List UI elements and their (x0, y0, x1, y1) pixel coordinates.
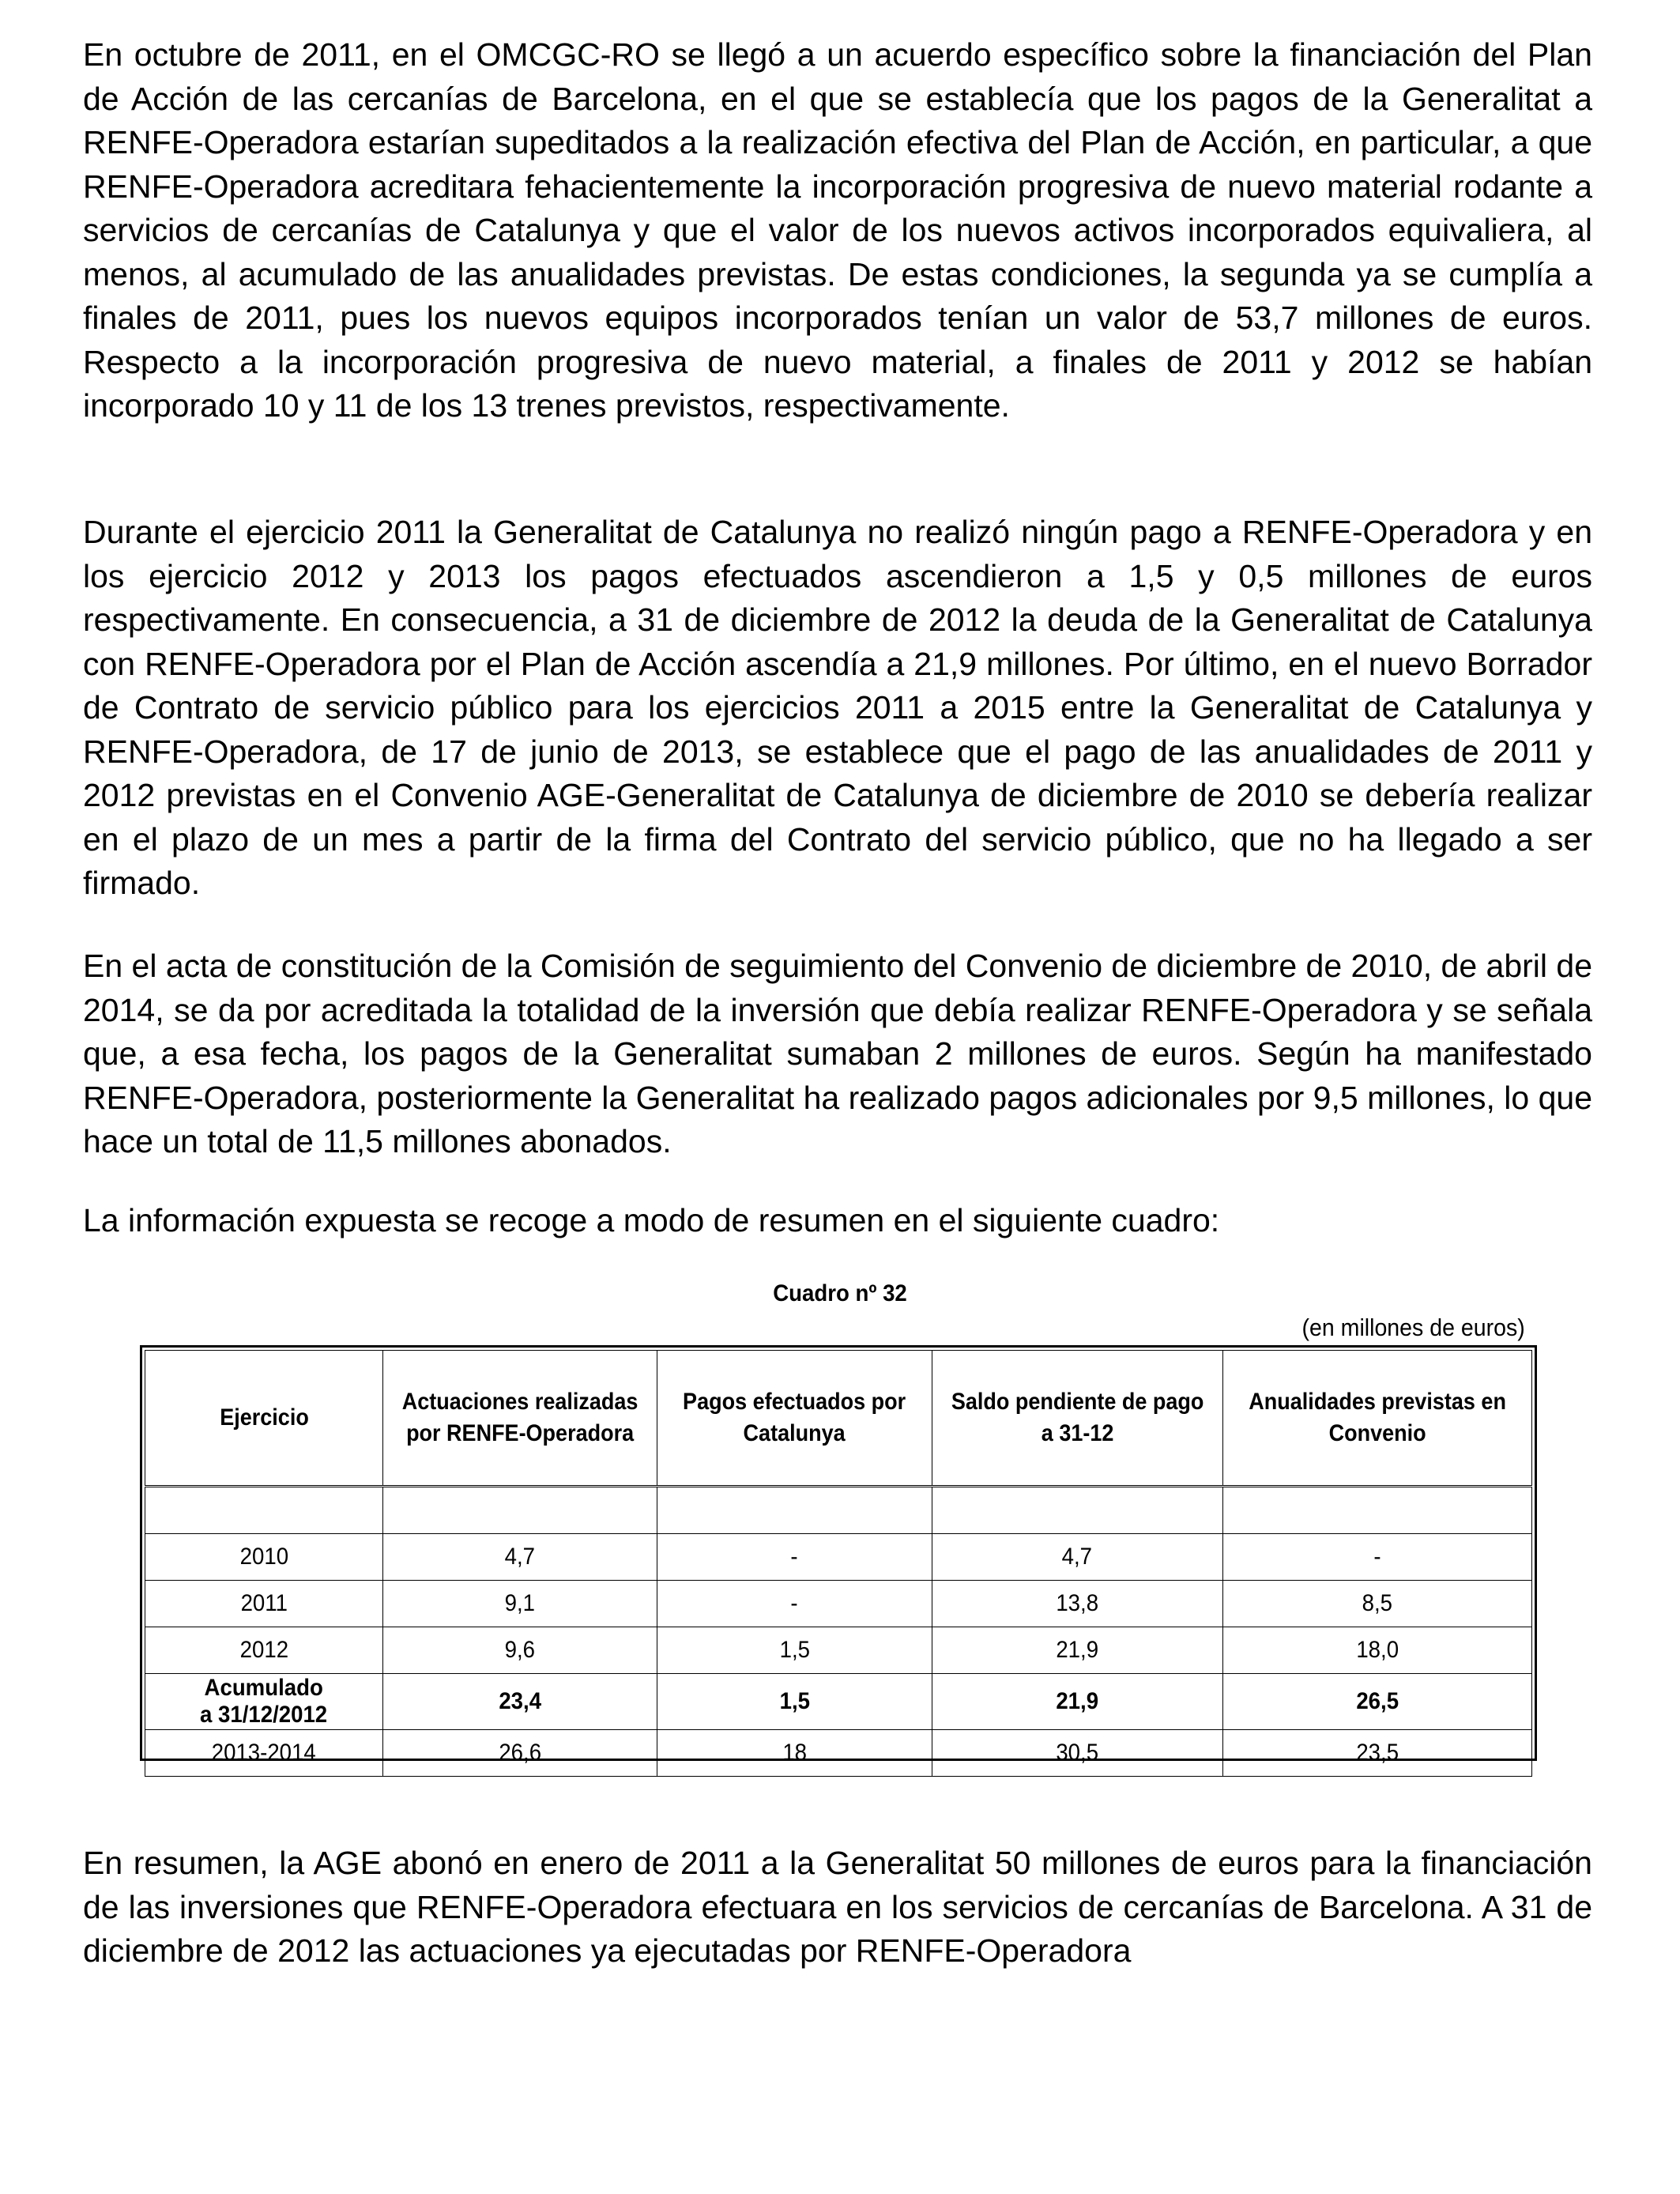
cell-anualidades: - (1222, 1534, 1531, 1581)
paragraph-payments-2011-2013: Durante el ejercicio 2011 la Generalitat de Catalunya no realizó ningún pago a RENFE-Operadora y en los ejercicio 2012 y 2013 los pagos efectuados ascendieron a 1,5 y 0,5 millones de euros respectivamente. En consecuencia, a 31 de diciembre de 2012 la deuda de la Generalitat de Catalunya con RENFE-Operadora por el Plan de Acción ascendía a 21,9 millones. Por último, en el nuevo Borrador de Contrato de servicio público para los ejercicios 2011 a 2015 entre la Generalitat de Catalunya y RENFE-Operadora, de 17 de junio de 2013, se establece que el pago de las anualidades de 2011 y 2012 previstas en el Convenio AGE-Generalitat de Catalunya de diciembre de 2010 se debería realizar en el plazo de un mes a partir de la firma del Contrato del servicio público, que no ha llegado a ser firmado. (83, 514, 1592, 901)
cell-pagos: 1,5 (657, 1674, 932, 1730)
cell-actuaciones: 9,1 (383, 1581, 657, 1627)
cell-pagos: 18 (657, 1730, 932, 1777)
cell-year: 2011 (145, 1581, 383, 1627)
header-saldo: Saldo pendiente de pago a 31-12 (932, 1351, 1222, 1487)
table-header-separator (145, 1487, 1532, 1534)
summary-table-frame (140, 1345, 1537, 1766)
cell-pagos: - (657, 1581, 932, 1627)
paragraph-table-intro: La información expuesta se recoge a modo de resumen en el siguiente cuadro: (83, 1202, 1220, 1238)
cell-saldo: 4,7 (932, 1534, 1222, 1581)
cell-actuaciones: 4,7 (383, 1534, 657, 1581)
table-row (145, 1627, 1532, 1674)
table-header-row (145, 1351, 1532, 1487)
cell-actuaciones: 26,6 (383, 1730, 657, 1777)
cell-anualidades: 26,5 (1222, 1674, 1531, 1730)
table-units: (en millones de euros) (1301, 1314, 1525, 1341)
cell-year: Acumulado a 31/12/2012 (145, 1674, 383, 1730)
cell-anualidades: 8,5 (1222, 1581, 1531, 1627)
cell-saldo: 13,8 (932, 1581, 1222, 1627)
cell-actuaciones: 23,4 (383, 1674, 657, 1730)
table-row-accumulated (145, 1674, 1532, 1730)
cell-saldo: 30,5 (932, 1730, 1222, 1777)
header-pagos: Pagos efectuados por Catalunya (657, 1351, 932, 1487)
table-caption: Cuadro nº 32 (773, 1280, 907, 1306)
cell-year: 2012 (145, 1627, 383, 1674)
cell-anualidades: 23,5 (1222, 1730, 1531, 1777)
table-row (145, 1730, 1532, 1777)
cell-pagos: - (657, 1534, 932, 1581)
table-row (145, 1581, 1532, 1627)
paragraph-financing-agreement: En octubre de 2011, en el OMCGC-RO se llegó a un acuerdo específico sobre la financiación del Plan de Acción de las cercanías de Barcelona, en el que se establecía que los pagos de la Generalitat a RENFE-Operadora estarían supeditados a la realización efectiva del Plan de Acción, en particular, a que RENFE-Operadora acreditara fehacientemente la incorporación progresiva de nuevo material rodante a servicios de cercanías de Catalunya y que el valor de los nuevos activos incorporados equivaliera, al menos, al acumulado de las anualidades previstas. De estas condiciones, la segunda ya se cumplía a finales de 2011, pues los nuevos equipos incorporados tenían un valor de 53,7 millones de euros. Respecto a la incorporación progresiva de nuevo material, a finales de 2011 y 2012 se habían incorporado 10 y 11 de los 13 trenes previstos, respectivamente. (83, 36, 1592, 424)
paragraph-summary: En resumen, la AGE abonó en enero de 2011 a la Generalitat 50 millones de euros para la financiación de las inversiones que RENFE-Operadora efectuara en los servicios de cercanías de Barcelona. A 31 de diciembre de 2012 las actuaciones ya ejecutadas por RENFE-Operadora (83, 1845, 1592, 1969)
cell-actuaciones: 9,6 (383, 1627, 657, 1674)
summary-table (145, 1350, 1532, 1777)
header-anualidades: Anualidades previstas en Convenio (1222, 1351, 1531, 1487)
paragraph-commission-act: En el acta de constitución de la Comisión de seguimiento del Convenio de diciembre de 2010, de abril de 2014, se da por acreditada la totalidad de la inversión que debía realizar RENFE-Operadora y se señala que, a esa fecha, los pagos de la Generalitat sumaban 2 millones de euros. Según ha manifestado RENFE-Operadora, posteriormente la Generalitat ha realizado pagos adicionales por 9,5 millones, lo que hace un total de 11,5 millones abonados. (83, 948, 1592, 1159)
cell-year: 2013-2014 (145, 1730, 383, 1777)
table-row (145, 1534, 1532, 1581)
header-actuaciones: Actuaciones realizadas por RENFE-Operadora (383, 1351, 657, 1487)
cell-saldo: 21,9 (932, 1627, 1222, 1674)
cell-anualidades: 18,0 (1222, 1627, 1531, 1674)
cell-year: 2010 (145, 1534, 383, 1581)
header-ejercicio: Ejercicio (145, 1351, 383, 1487)
cell-saldo: 21,9 (932, 1674, 1222, 1730)
cell-pagos: 1,5 (657, 1627, 932, 1674)
